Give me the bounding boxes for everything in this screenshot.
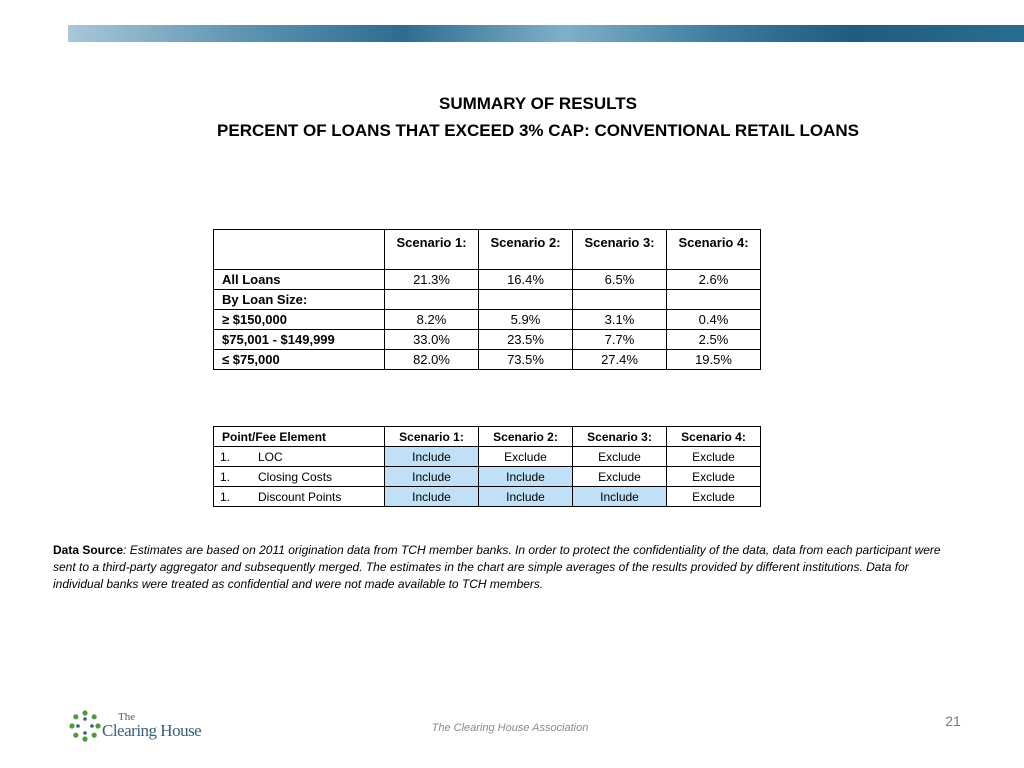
- table-cell: Exclude: [573, 447, 667, 467]
- table-row: [214, 270, 761, 290]
- row-label: ≤ $75,000: [214, 350, 385, 370]
- logo-text-big: Clearing House: [102, 721, 202, 740]
- table-cell: Include: [573, 487, 667, 507]
- list-number: 1.: [220, 449, 231, 464]
- footer-text: The Clearing House Association: [431, 722, 589, 734]
- fee-element-table: [213, 426, 761, 507]
- table-cell: 33.0%: [385, 330, 479, 350]
- table-cell: 7.7%: [573, 330, 667, 350]
- fee-row-label: [214, 487, 385, 507]
- list-number: 1.: [220, 469, 231, 484]
- table-cell: [479, 290, 573, 310]
- data-source-note: [53, 542, 953, 593]
- fee-header-cell: Scenario 3:: [573, 427, 667, 447]
- table-cell: [573, 290, 667, 310]
- logo-text-small: The: [118, 711, 136, 723]
- table-cell: 2.6%: [667, 270, 761, 290]
- row-label: $75,001 - $149,999: [214, 330, 385, 350]
- fee-header-row: [214, 427, 761, 447]
- table-row: [214, 467, 761, 487]
- row-label: By Loan Size:: [214, 290, 385, 310]
- row-label: ≥ $150,000: [214, 310, 385, 330]
- table-cell: 21.3%: [385, 270, 479, 290]
- fee-row-label: [214, 467, 385, 487]
- table-cell: 27.4%: [573, 350, 667, 370]
- list-number: 1.: [220, 489, 231, 504]
- results-header-cell: Scenario 4:: [667, 230, 761, 270]
- table-cell: Exclude: [573, 467, 667, 487]
- table-cell: 73.5%: [479, 350, 573, 370]
- fee-header-cell: Scenario 1:: [385, 427, 479, 447]
- results-table: [213, 229, 761, 370]
- header-gradient-bar: [68, 25, 1024, 42]
- table-row: [214, 330, 761, 350]
- table-cell: [385, 290, 479, 310]
- clearing-house-logo: [68, 709, 218, 743]
- table-cell: 5.9%: [479, 310, 573, 330]
- table-cell: 23.5%: [479, 330, 573, 350]
- fee-element-name: Discount Points: [258, 489, 342, 504]
- table-cell: Exclude: [667, 487, 761, 507]
- fee-header-cell: Scenario 4:: [667, 427, 761, 447]
- page-number: 21: [945, 713, 961, 729]
- results-header-cell: [214, 230, 385, 270]
- table-cell: 82.0%: [385, 350, 479, 370]
- table-row: [214, 447, 761, 467]
- clearing-house-logo-icon: [68, 709, 102, 743]
- results-header-cell: Scenario 1:: [385, 230, 479, 270]
- table-cell: Include: [479, 467, 573, 487]
- table-cell: 16.4%: [479, 270, 573, 290]
- fee-header-cell: Point/Fee Element: [214, 427, 385, 447]
- fee-element-name: LOC: [258, 449, 283, 464]
- data-source-text: : Estimates are based on 2011 origination data from TCH member banks. In order to protect the confidentiality of the data, data from each participant were sent to a third-party aggregator and subsequently merged. The estimates in the chart are simple averages of the results provided by different institutions. Data for individual banks were treated as confidential and were not made available to TCH members.: [53, 543, 941, 591]
- table-row: [214, 290, 761, 310]
- table-cell: [667, 290, 761, 310]
- table-cell: 2.5%: [667, 330, 761, 350]
- data-source-label: Data Source: [53, 543, 124, 557]
- table-cell: Exclude: [667, 467, 761, 487]
- page-subtitle: PERCENT OF LOANS THAT EXCEED 3% CAP: CONVENTIONAL RETAIL LOANS: [217, 121, 859, 140]
- fee-header-cell: Scenario 2:: [479, 427, 573, 447]
- fee-element-name: Closing Costs: [258, 469, 333, 484]
- table-cell: 8.2%: [385, 310, 479, 330]
- table-cell: Exclude: [667, 447, 761, 467]
- table-cell: Include: [385, 467, 479, 487]
- table-row: [214, 350, 761, 370]
- table-cell: 3.1%: [573, 310, 667, 330]
- table-row: [214, 310, 761, 330]
- results-header-row: [214, 230, 761, 270]
- table-cell: Exclude: [479, 447, 573, 467]
- fee-row-label: [214, 447, 385, 467]
- row-label: All Loans: [214, 270, 385, 290]
- table-row: [214, 487, 761, 507]
- table-cell: Include: [385, 447, 479, 467]
- table-cell: 0.4%: [667, 310, 761, 330]
- results-header-cell: Scenario 2:: [479, 230, 573, 270]
- table-cell: Include: [479, 487, 573, 507]
- table-cell: Include: [385, 487, 479, 507]
- table-cell: 6.5%: [573, 270, 667, 290]
- page-title: SUMMARY OF RESULTS: [438, 94, 638, 113]
- results-header-cell: Scenario 3:: [573, 230, 667, 270]
- table-cell: 19.5%: [667, 350, 761, 370]
